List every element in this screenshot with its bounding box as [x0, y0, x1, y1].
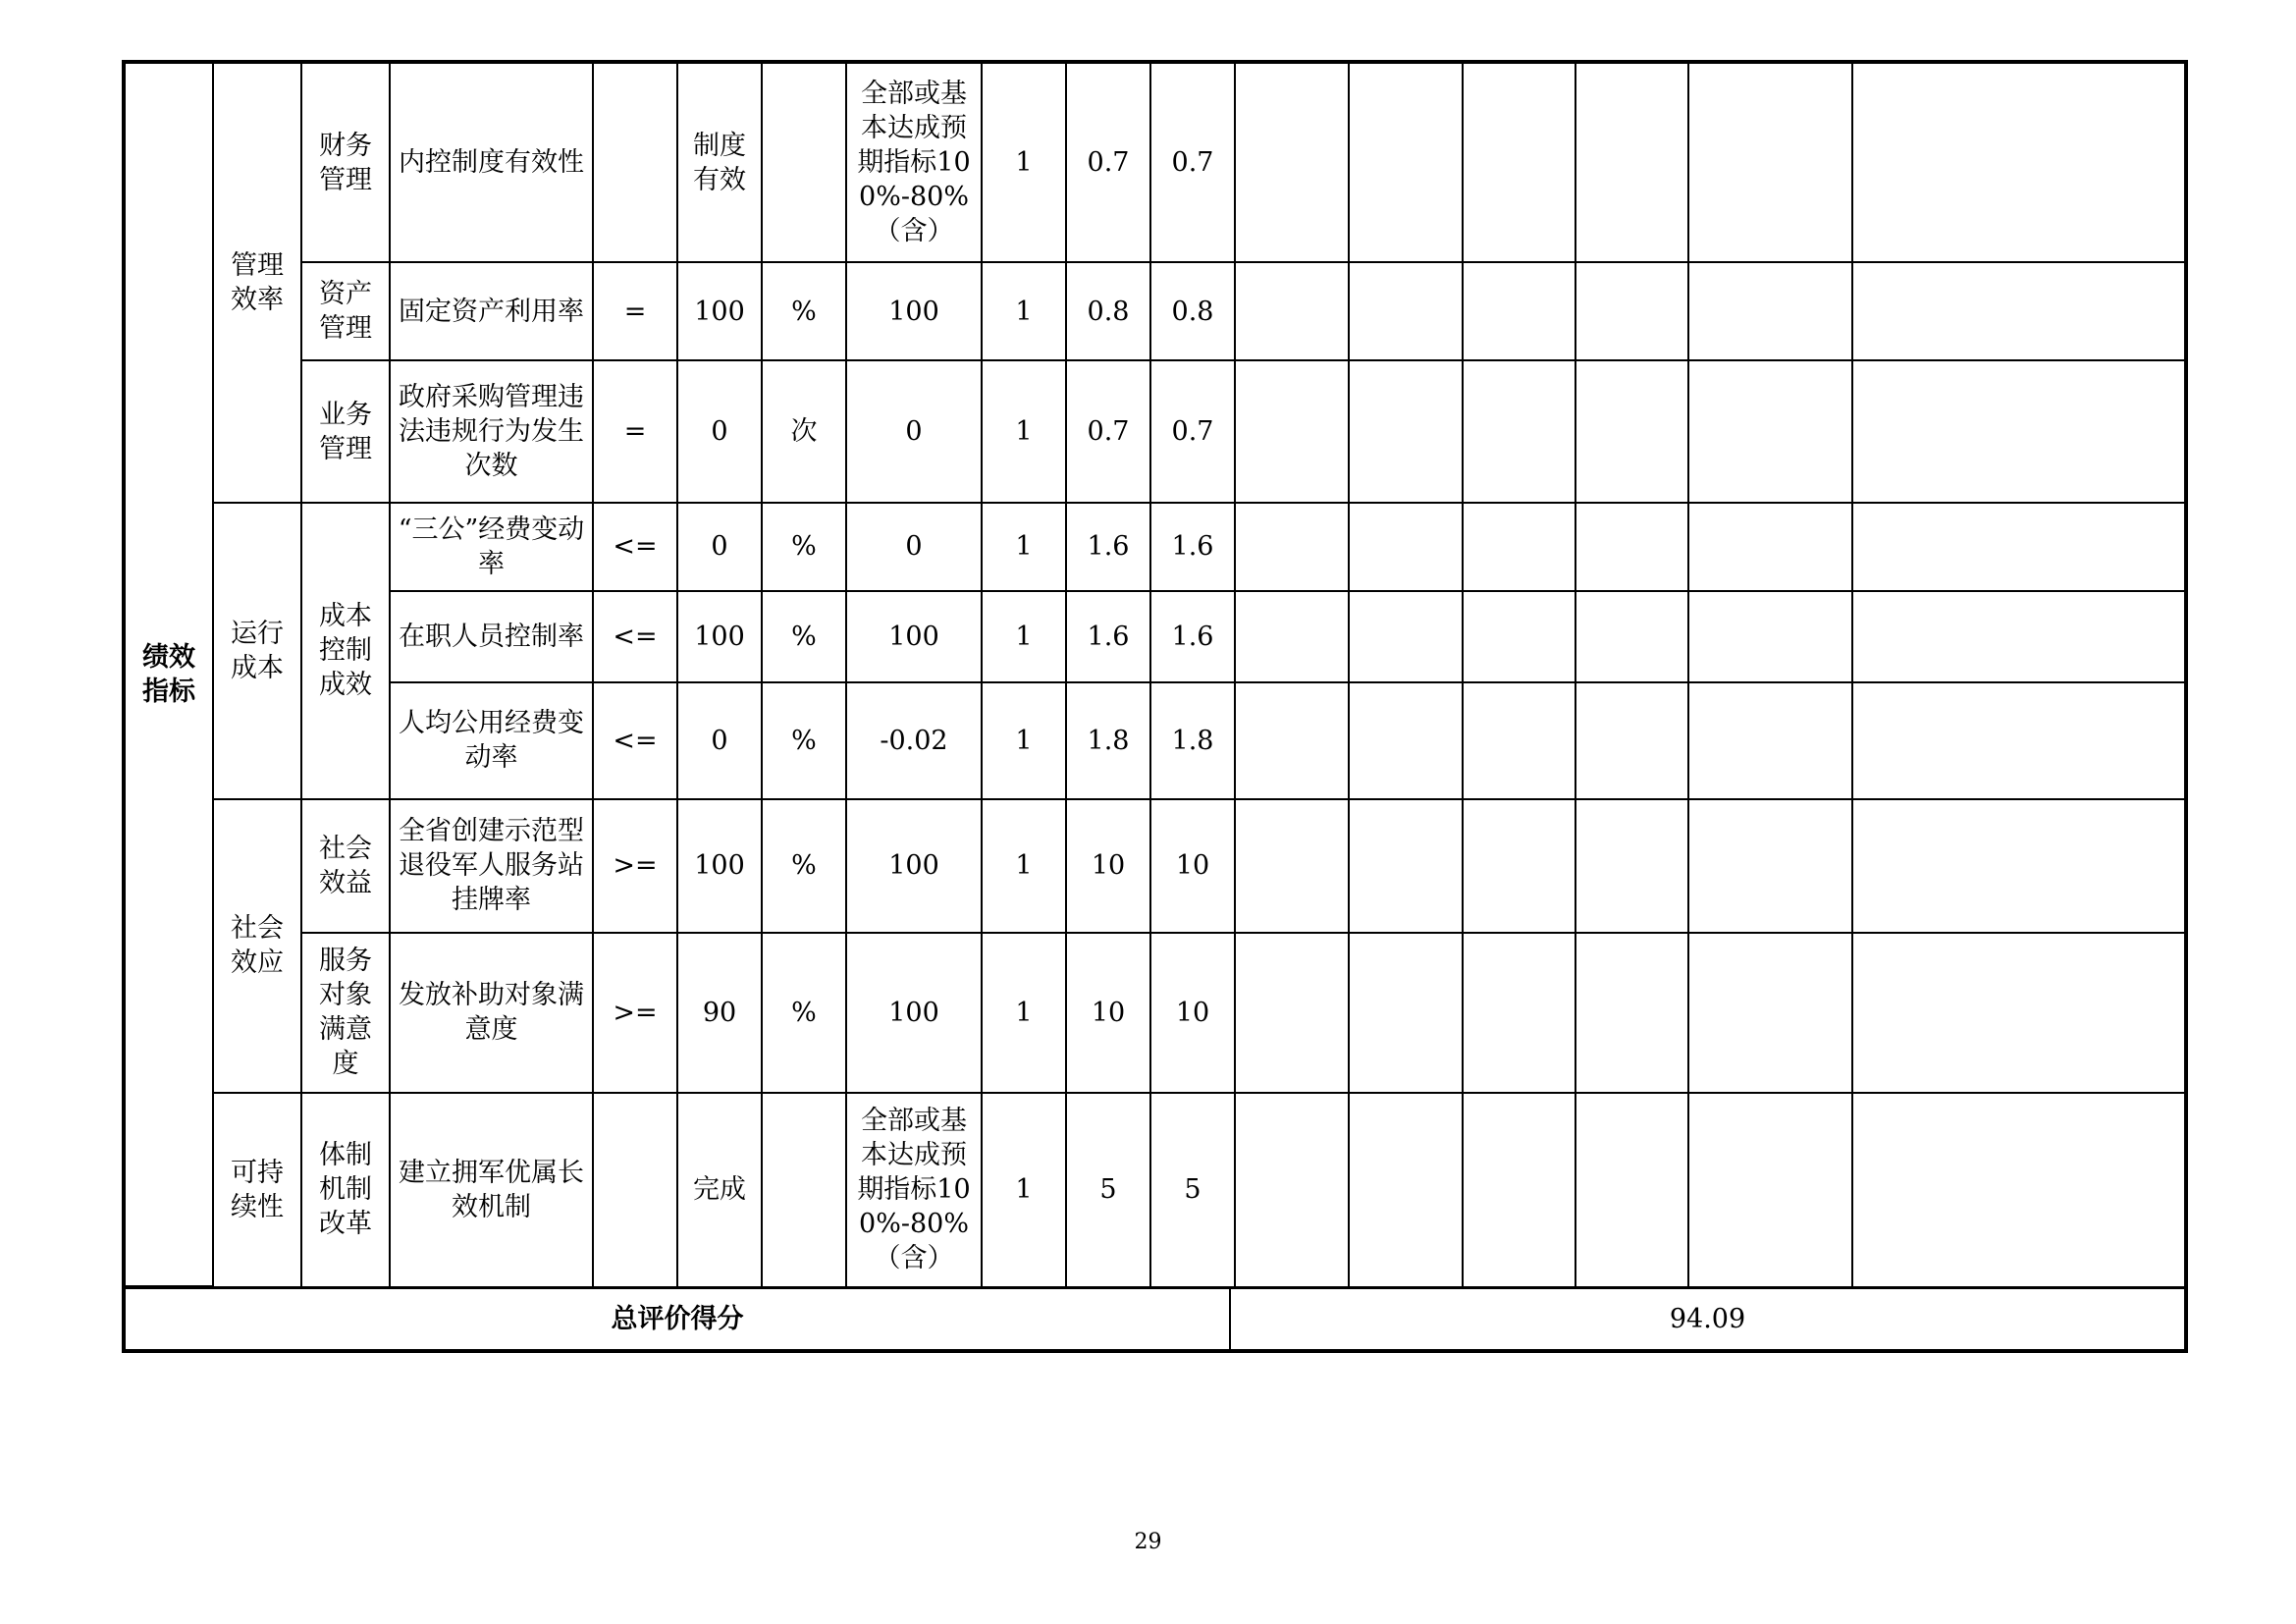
weight-cell: 1: [982, 591, 1066, 682]
level3-category: 财务管理: [301, 62, 390, 262]
empty-cell: [1349, 933, 1463, 1093]
actual-value: 全部或基本达成预期指标100%-80%（含）: [846, 62, 982, 262]
operator-cell: <=: [593, 591, 677, 682]
actual-value: 100: [846, 591, 982, 682]
empty-cell: [1235, 799, 1349, 933]
score-cell: 1.6: [1150, 503, 1235, 592]
level3-category: 业务管理: [301, 360, 390, 502]
score-cell: 5: [1066, 1093, 1150, 1287]
empty-cell: [1235, 62, 1349, 262]
level3-category: 资产管理: [301, 262, 390, 360]
empty-cell: [1463, 591, 1575, 682]
level2-category: 可持续性: [213, 1093, 301, 1287]
target-value: 0: [677, 503, 762, 592]
level3-category: 服务对象满意度: [301, 933, 390, 1093]
table-row: [124, 591, 2186, 682]
indicator-name: 在职人员控制率: [390, 591, 593, 682]
empty-cell: [1235, 1093, 1349, 1287]
indicator-name: “三公”经费变动率: [390, 503, 593, 592]
indicator-name: 发放补助对象满意度: [390, 933, 593, 1093]
indicator-name: 政府采购管理违法违规行为发生次数: [390, 360, 593, 502]
operator-cell: >=: [593, 799, 677, 933]
target-value: 0: [677, 682, 762, 799]
empty-cell: [1852, 503, 2186, 592]
operator-cell: [593, 62, 677, 262]
empty-cell: [1575, 360, 1688, 502]
empty-cell: [1688, 503, 1852, 592]
score-cell: 1.8: [1066, 682, 1150, 799]
performance-table-container: [122, 60, 2184, 1334]
score-cell: 1.6: [1066, 503, 1150, 592]
unit-cell: %: [762, 799, 846, 933]
indicator-name: 人均公用经费变动率: [390, 682, 593, 799]
empty-cell: [1575, 62, 1688, 262]
empty-cell: [1575, 799, 1688, 933]
weight-cell: 1: [982, 933, 1066, 1093]
empty-cell: [1463, 262, 1575, 360]
level3-category: 成本控制成效: [301, 503, 390, 799]
empty-cell: [1349, 62, 1463, 262]
table-row: [124, 682, 2186, 799]
empty-cell: [1688, 360, 1852, 502]
total-score-table: [122, 1287, 2188, 1353]
unit-cell: %: [762, 503, 846, 592]
table-row: [124, 262, 2186, 360]
operator-cell: =: [593, 360, 677, 502]
score-cell: 5: [1150, 1093, 1235, 1287]
actual-value: 全部或基本达成预期指标100%-80%（含）: [846, 1093, 982, 1287]
table-row: [124, 62, 2186, 262]
level1-category: 绩效指标: [124, 62, 213, 1287]
score-cell: 0.7: [1150, 360, 1235, 502]
empty-cell: [1852, 682, 2186, 799]
empty-cell: [1575, 262, 1688, 360]
actual-value: 100: [846, 799, 982, 933]
empty-cell: [1688, 1093, 1852, 1287]
level2-category: 运行成本: [213, 503, 301, 799]
unit-cell: [762, 62, 846, 262]
total-row: [124, 1288, 2186, 1351]
target-value: 完成: [677, 1093, 762, 1287]
empty-cell: [1349, 262, 1463, 360]
weight-cell: 1: [982, 62, 1066, 262]
empty-cell: [1235, 360, 1349, 502]
actual-value: 100: [846, 262, 982, 360]
unit-cell: %: [762, 682, 846, 799]
target-value: 100: [677, 799, 762, 933]
target-value: 100: [677, 262, 762, 360]
empty-cell: [1463, 503, 1575, 592]
operator-cell: [593, 1093, 677, 1287]
empty-cell: [1463, 799, 1575, 933]
score-cell: 0.7: [1066, 360, 1150, 502]
table-row: [124, 360, 2186, 502]
target-value: 0: [677, 360, 762, 502]
empty-cell: [1852, 591, 2186, 682]
table-row: [124, 933, 2186, 1093]
weight-cell: 1: [982, 360, 1066, 502]
target-value: 100: [677, 591, 762, 682]
score-cell: 0.7: [1150, 62, 1235, 262]
actual-value: 0: [846, 360, 982, 502]
weight-cell: 1: [982, 799, 1066, 933]
table-row: [124, 799, 2186, 933]
score-cell: 10: [1066, 799, 1150, 933]
empty-cell: [1575, 503, 1688, 592]
empty-cell: [1575, 682, 1688, 799]
weight-cell: 1: [982, 682, 1066, 799]
empty-cell: [1852, 360, 2186, 502]
empty-cell: [1688, 62, 1852, 262]
empty-cell: [1688, 933, 1852, 1093]
unit-cell: %: [762, 591, 846, 682]
indicator-name: 固定资产利用率: [390, 262, 593, 360]
level2-category: 社会效应: [213, 799, 301, 1093]
table-row: [124, 503, 2186, 592]
indicator-name: 全省创建示范型退役军人服务站挂牌率: [390, 799, 593, 933]
empty-cell: [1688, 262, 1852, 360]
empty-cell: [1349, 503, 1463, 592]
operator-cell: <=: [593, 503, 677, 592]
unit-cell: [762, 1093, 846, 1287]
empty-cell: [1852, 1093, 2186, 1287]
empty-cell: [1349, 1093, 1463, 1287]
actual-value: -0.02: [846, 682, 982, 799]
operator-cell: <=: [593, 682, 677, 799]
unit-cell: %: [762, 933, 846, 1093]
empty-cell: [1852, 262, 2186, 360]
page-number: 29: [1134, 1530, 1162, 1554]
target-value: 制度有效: [677, 62, 762, 262]
empty-cell: [1463, 360, 1575, 502]
empty-cell: [1463, 1093, 1575, 1287]
empty-cell: [1688, 591, 1852, 682]
empty-cell: [1688, 682, 1852, 799]
empty-cell: [1235, 933, 1349, 1093]
unit-cell: %: [762, 262, 846, 360]
empty-cell: [1349, 682, 1463, 799]
score-cell: 0.7: [1066, 62, 1150, 262]
target-value: 90: [677, 933, 762, 1093]
empty-cell: [1575, 591, 1688, 682]
total-score-label: 总评价得分: [124, 1288, 1230, 1351]
weight-cell: 1: [982, 1093, 1066, 1287]
empty-cell: [1852, 62, 2186, 262]
empty-cell: [1235, 503, 1349, 592]
score-cell: 0.8: [1066, 262, 1150, 360]
score-cell: 1.8: [1150, 682, 1235, 799]
level2-category: 管理效率: [213, 62, 301, 503]
score-cell: 10: [1150, 799, 1235, 933]
table-row: [124, 1093, 2186, 1287]
empty-cell: [1463, 933, 1575, 1093]
score-cell: 10: [1150, 933, 1235, 1093]
indicator-name: 建立拥军优属长效机制: [390, 1093, 593, 1287]
actual-value: 0: [846, 503, 982, 592]
empty-cell: [1349, 360, 1463, 502]
empty-cell: [1688, 799, 1852, 933]
empty-cell: [1852, 933, 2186, 1093]
empty-cell: [1852, 799, 2186, 933]
indicator-name: 内控制度有效性: [390, 62, 593, 262]
performance-evaluation-table: [122, 60, 2188, 1289]
score-cell: 1.6: [1066, 591, 1150, 682]
empty-cell: [1575, 933, 1688, 1093]
score-cell: 10: [1066, 933, 1150, 1093]
empty-cell: [1235, 591, 1349, 682]
weight-cell: 1: [982, 262, 1066, 360]
weight-cell: 1: [982, 503, 1066, 592]
operator-cell: >=: [593, 933, 677, 1093]
level3-category: 社会效益: [301, 799, 390, 933]
score-cell: 1.6: [1150, 591, 1235, 682]
empty-cell: [1349, 591, 1463, 682]
empty-cell: [1349, 799, 1463, 933]
empty-cell: [1463, 62, 1575, 262]
operator-cell: =: [593, 262, 677, 360]
empty-cell: [1463, 682, 1575, 799]
level3-category: 体制机制改革: [301, 1093, 390, 1287]
actual-value: 100: [846, 933, 982, 1093]
empty-cell: [1575, 1093, 1688, 1287]
unit-cell: 次: [762, 360, 846, 502]
empty-cell: [1235, 262, 1349, 360]
empty-cell: [1235, 682, 1349, 799]
score-cell: 0.8: [1150, 262, 1235, 360]
total-score-value: 94.09: [1230, 1288, 2186, 1351]
